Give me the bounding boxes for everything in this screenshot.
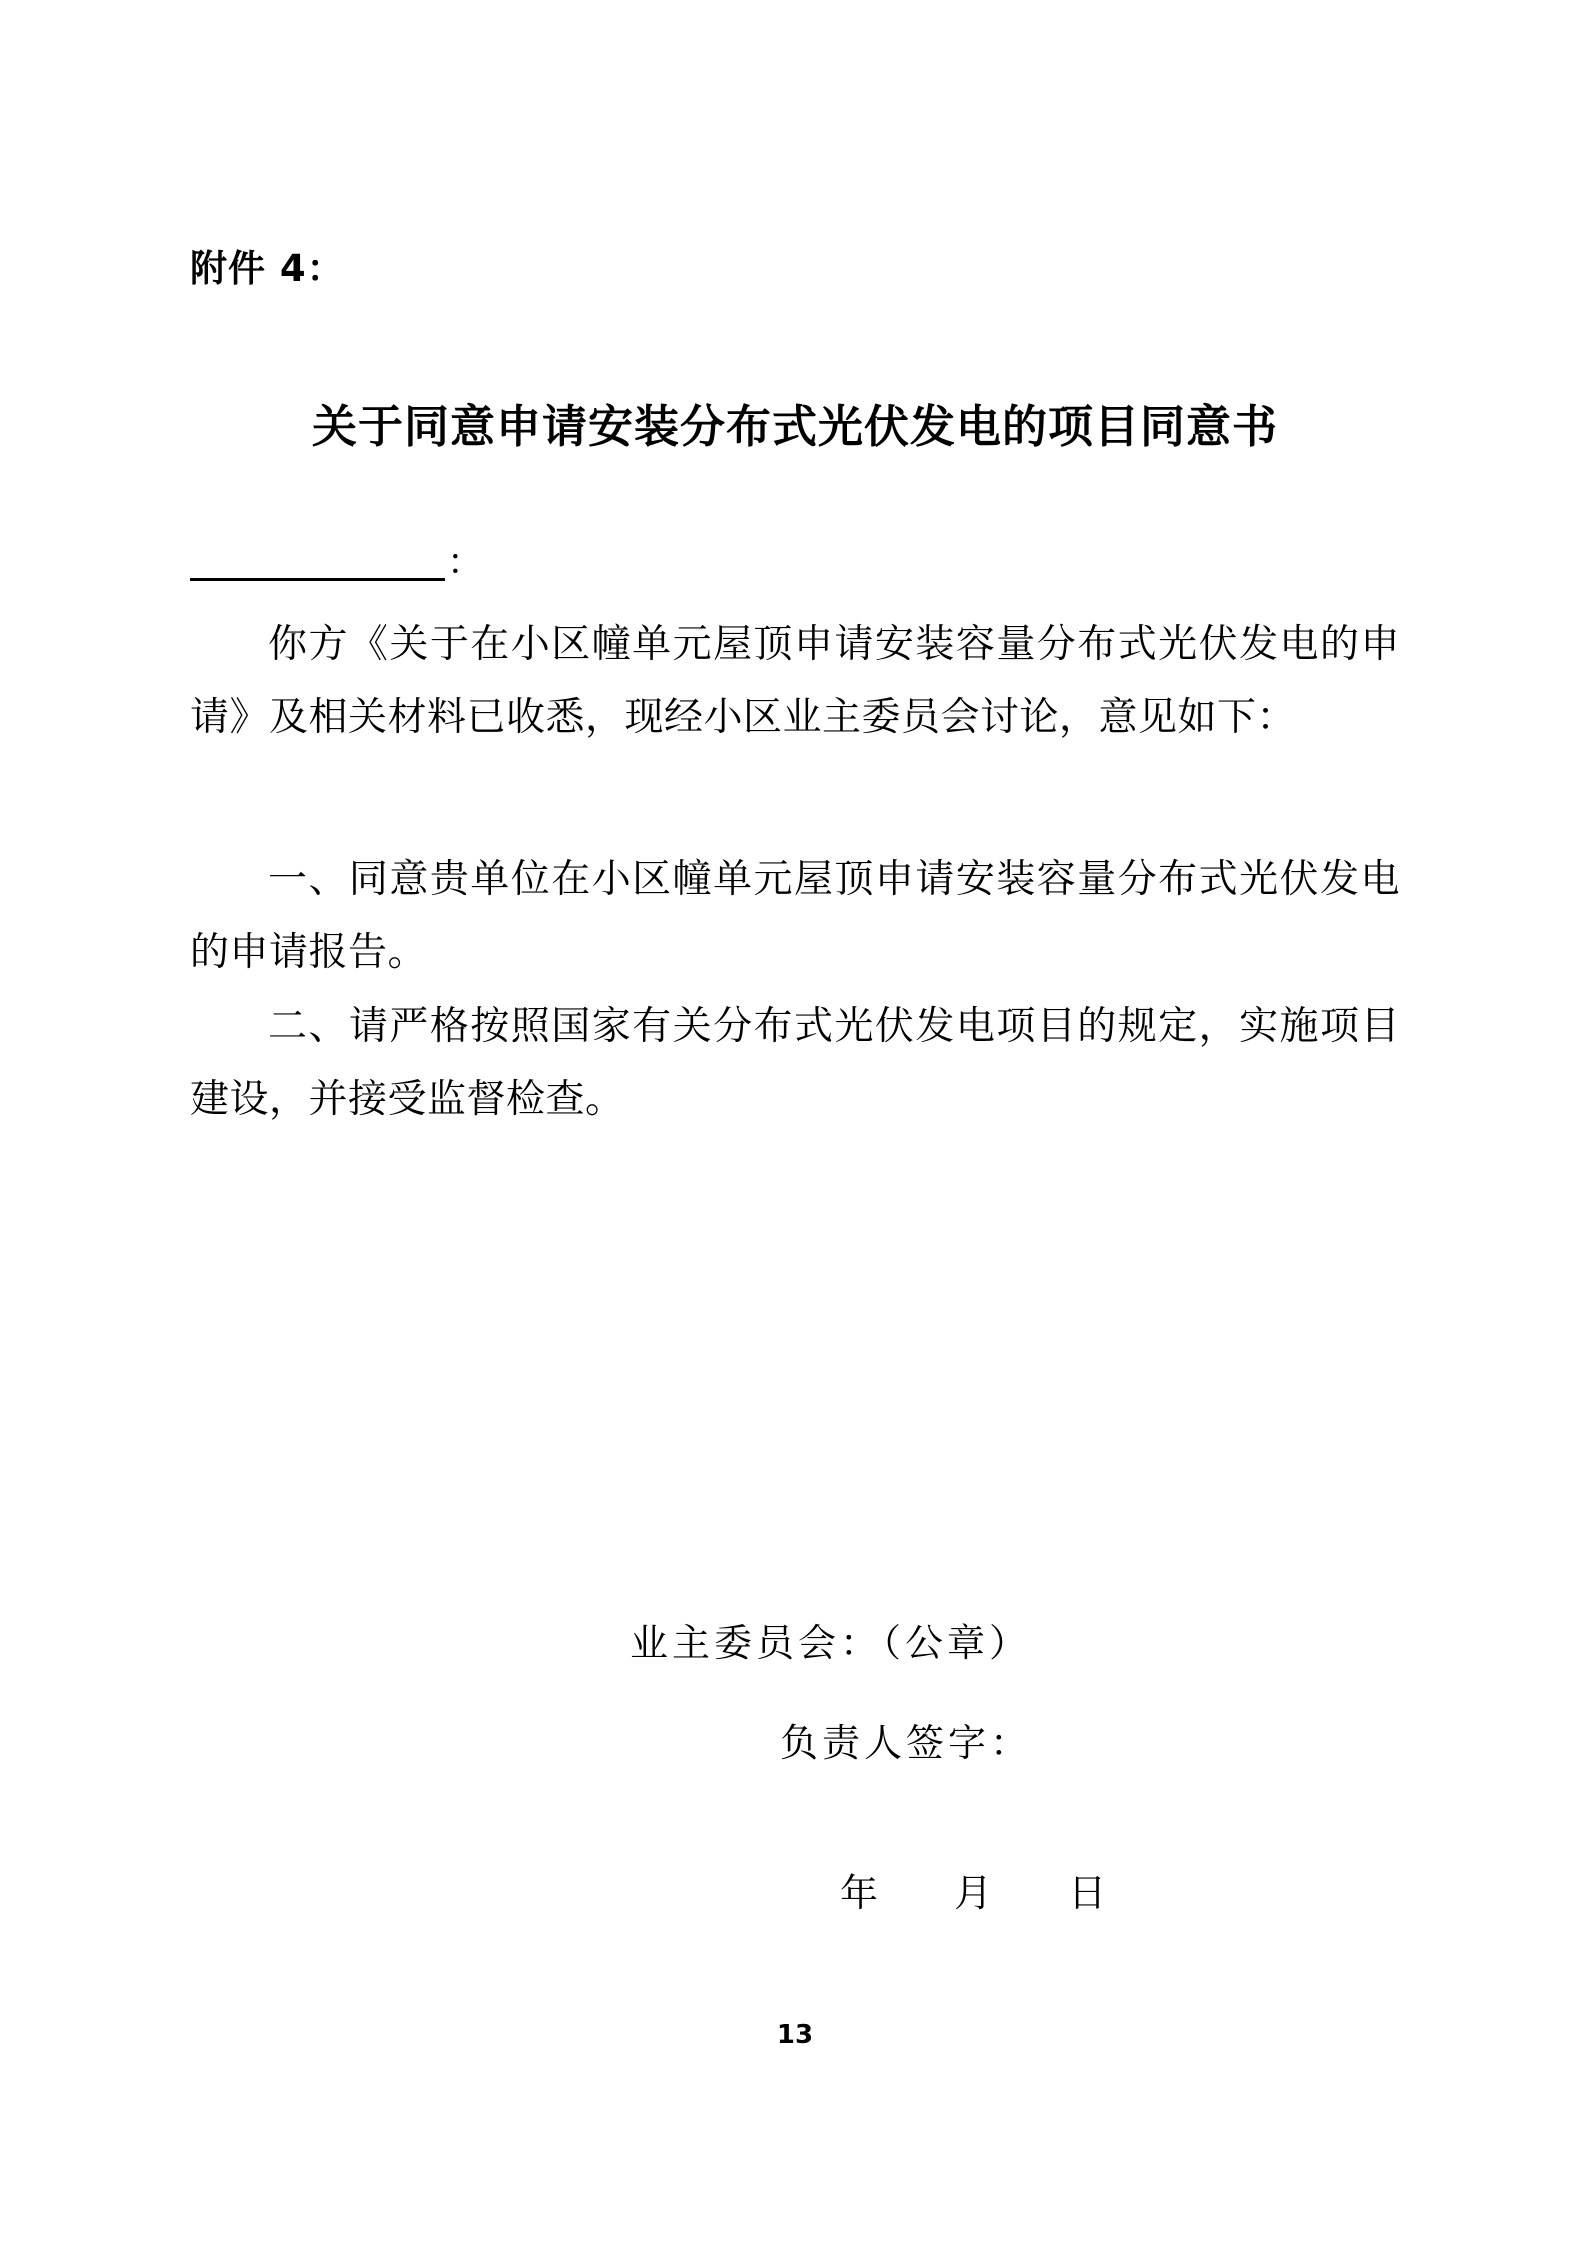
document-content	[190, 0, 1400, 2245]
addressee-colon: ：	[447, 542, 484, 583]
signature-committee: 业主委员会：（公章）	[630, 1621, 1032, 1665]
date-year-label: 年	[840, 1871, 881, 1915]
signature-person: 负责人签字：	[780, 1721, 1033, 1765]
addressee-blank-field[interactable]	[190, 548, 445, 581]
body-paragraph-3: 二、请严格按照国家有关分布式光伏发电项目的规定，实施项目建设，并接受监督检查。	[190, 1004, 1400, 1122]
body-paragraph-2: 一、同意贵单位在小区幢单元屋顶申请安装容量分布式光伏发电的申请报告。	[190, 857, 1400, 975]
addressee-line	[190, 542, 484, 583]
date-day-label: 日	[1068, 1871, 1109, 1915]
body-paragraph-1: 你方《关于在小区幢单元屋顶申请安装容量分布式光伏发电的申请》及相关材料已收悉，现经小区业主委员会讨论，意见如下：	[190, 622, 1400, 740]
page-title: 关于同意申请安装分布式光伏发电的项目同意书	[311, 400, 1278, 453]
signature-date	[190, 1862, 1587, 1917]
page-number: 13	[776, 2020, 814, 2050]
attachment-label: 附件 4：	[190, 247, 345, 290]
date-month-label: 月	[954, 1871, 995, 1915]
